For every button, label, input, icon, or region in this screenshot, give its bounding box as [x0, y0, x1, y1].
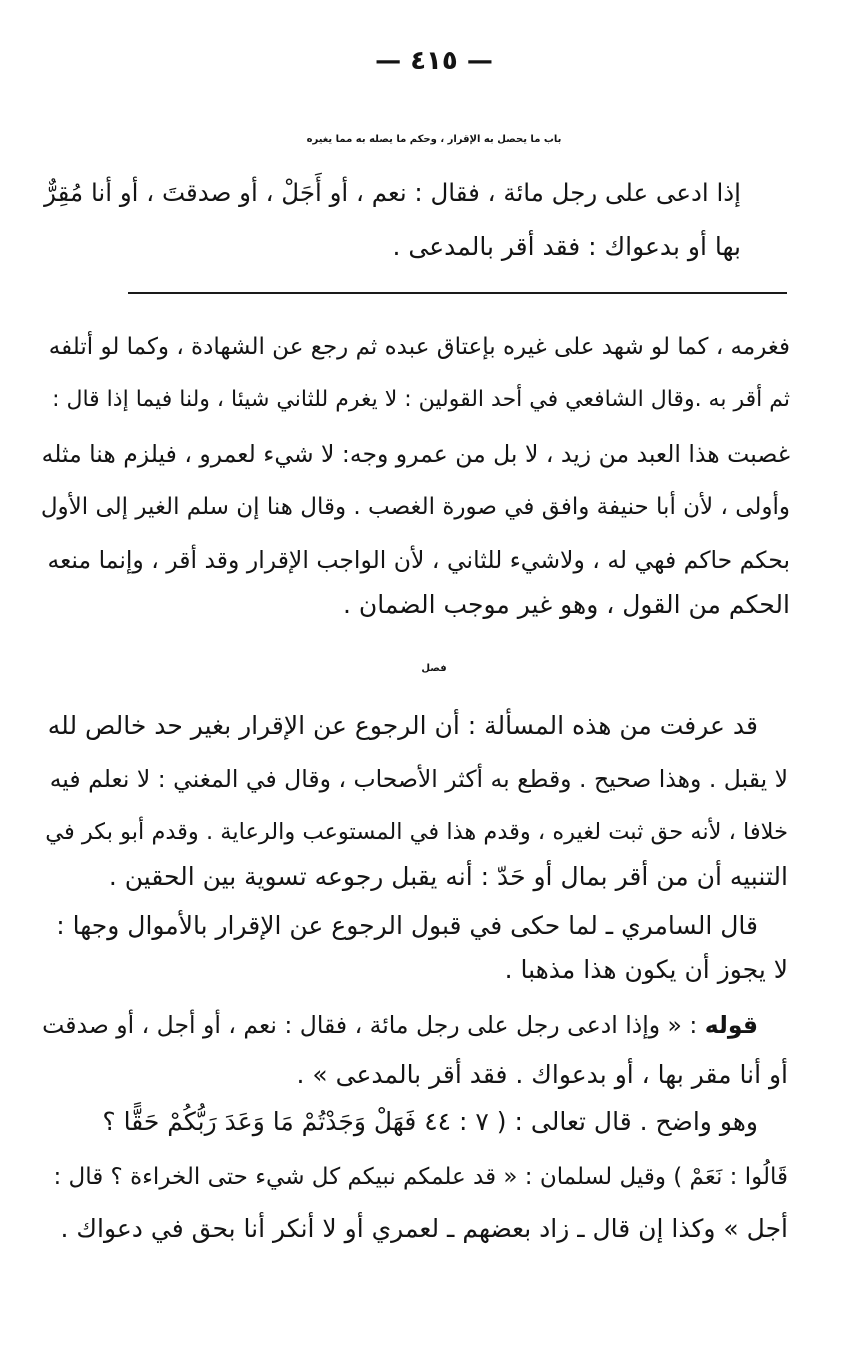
paragraph-1-line-2: ثم أقر به .وقال الشافعي في أحد القولين : لا يغرم للثاني شيئا ، ولنا فيما إذا قال :: [52, 387, 790, 412]
paragraph-1-line-6: الحكم من القول ، وهو غير موجب الضمان .: [342, 590, 790, 619]
paragraph-3-line-2: لا يجوز أن يكون هذا مذهبا .: [504, 955, 788, 984]
matn-line-1: إذا ادعى على رجل مائة ، فقال : نعم ، أو أَجَلْ ، أو صدقتَ ، أو أنا مُقِرٌّ: [44, 178, 741, 207]
page-number: — ٤١٥ —: [375, 46, 493, 76]
paragraph-5-line-1: وهو واضح . قال تعالى : ( ٧ : ٤٤ فَهَلْ وَجَدْتُمْ مَا وَعَدَ رَبُّكُمْ حَقًّا ؟: [102, 1107, 758, 1136]
section-title: فصل: [421, 663, 447, 674]
matn-line-2: بها أو بدعواك : فقد أقر بالمدعى .: [392, 232, 741, 261]
paragraph-4-line-1: [42, 1008, 758, 1042]
text-divider: [128, 292, 787, 294]
paragraph-5-line-2: قَالُوا : نَعَمْ ) وقيل لسلمان : « قد علمكم نبيكم كل شيء حتى الخراءة ؟ قال :: [53, 1164, 788, 1190]
paragraph-1-line-4: وأولى ، لأن أبا حنيفة وافق في صورة الغصب . وقال هنا إن سلم الغير إلى الأول: [40, 494, 790, 520]
chapter-title: باب ما يحصل به الإقرار ، وحكم ما يصله به مما يغيره: [306, 134, 562, 145]
paragraph-4-line-2: أو أنا مقر بها ، أو بدعواك . فقد أقر بالمدعى » .: [296, 1060, 788, 1089]
paragraph-3-line-1: قال السامري ـ لما حكى في قبول الرجوع عن الإقرار بالأموال وجها :: [56, 911, 758, 940]
paragraph-1-line-5: بحكم حاكم فهي له ، ولاشيء للثاني ، لأن الواجب الإقرار وقد أقر ، وإنما منعه: [47, 546, 790, 574]
paragraph-1-line-1: فغرمه ، كما لو شهد على غيره بإعتاق عبده ثم رجع عن الشهادة ، وكما لو أتلفه: [48, 334, 790, 360]
qawluhu-keyword: قوله: [704, 1011, 758, 1039]
paragraph-2-line-1: قد عرفت من هذه المسألة : أن الرجوع عن الإقرار بغير حد خالص لله: [47, 711, 758, 740]
paragraph-5-line-3: أجل » وكذا إن قال ـ زاد بعضهم ـ لعمري أو لا أنكر أنا بحق في دعواك .: [60, 1214, 788, 1243]
paragraph-2-line-3: خلافا ، لأنه حق ثبت لغيره ، وقدم هذا في المستوعب والرعاية . وقدم أبو بكر في: [45, 819, 788, 845]
paragraph-2-line-2: لا يقبل . وهذا صحيح . وقطع به أكثر الأصحاب ، وقال في المغني : لا نعلم فيه: [49, 765, 788, 793]
paragraph-2-line-4: التنبيه أن من أقر بمال أو حَدّ : أنه يقبل رجوعه تسوية بين الحقين .: [108, 862, 788, 891]
paragraph-4-line-1-text: : « وإذا ادعى رجل على رجل مائة ، فقال : نعم ، أو أجل ، أو صدقت: [42, 1011, 698, 1039]
paragraph-1-line-3: غصبت هذا العبد من زيد ، لا بل من عمرو وجه: لا شيء لعمرو ، فيلزم هنا مثله: [41, 440, 790, 468]
